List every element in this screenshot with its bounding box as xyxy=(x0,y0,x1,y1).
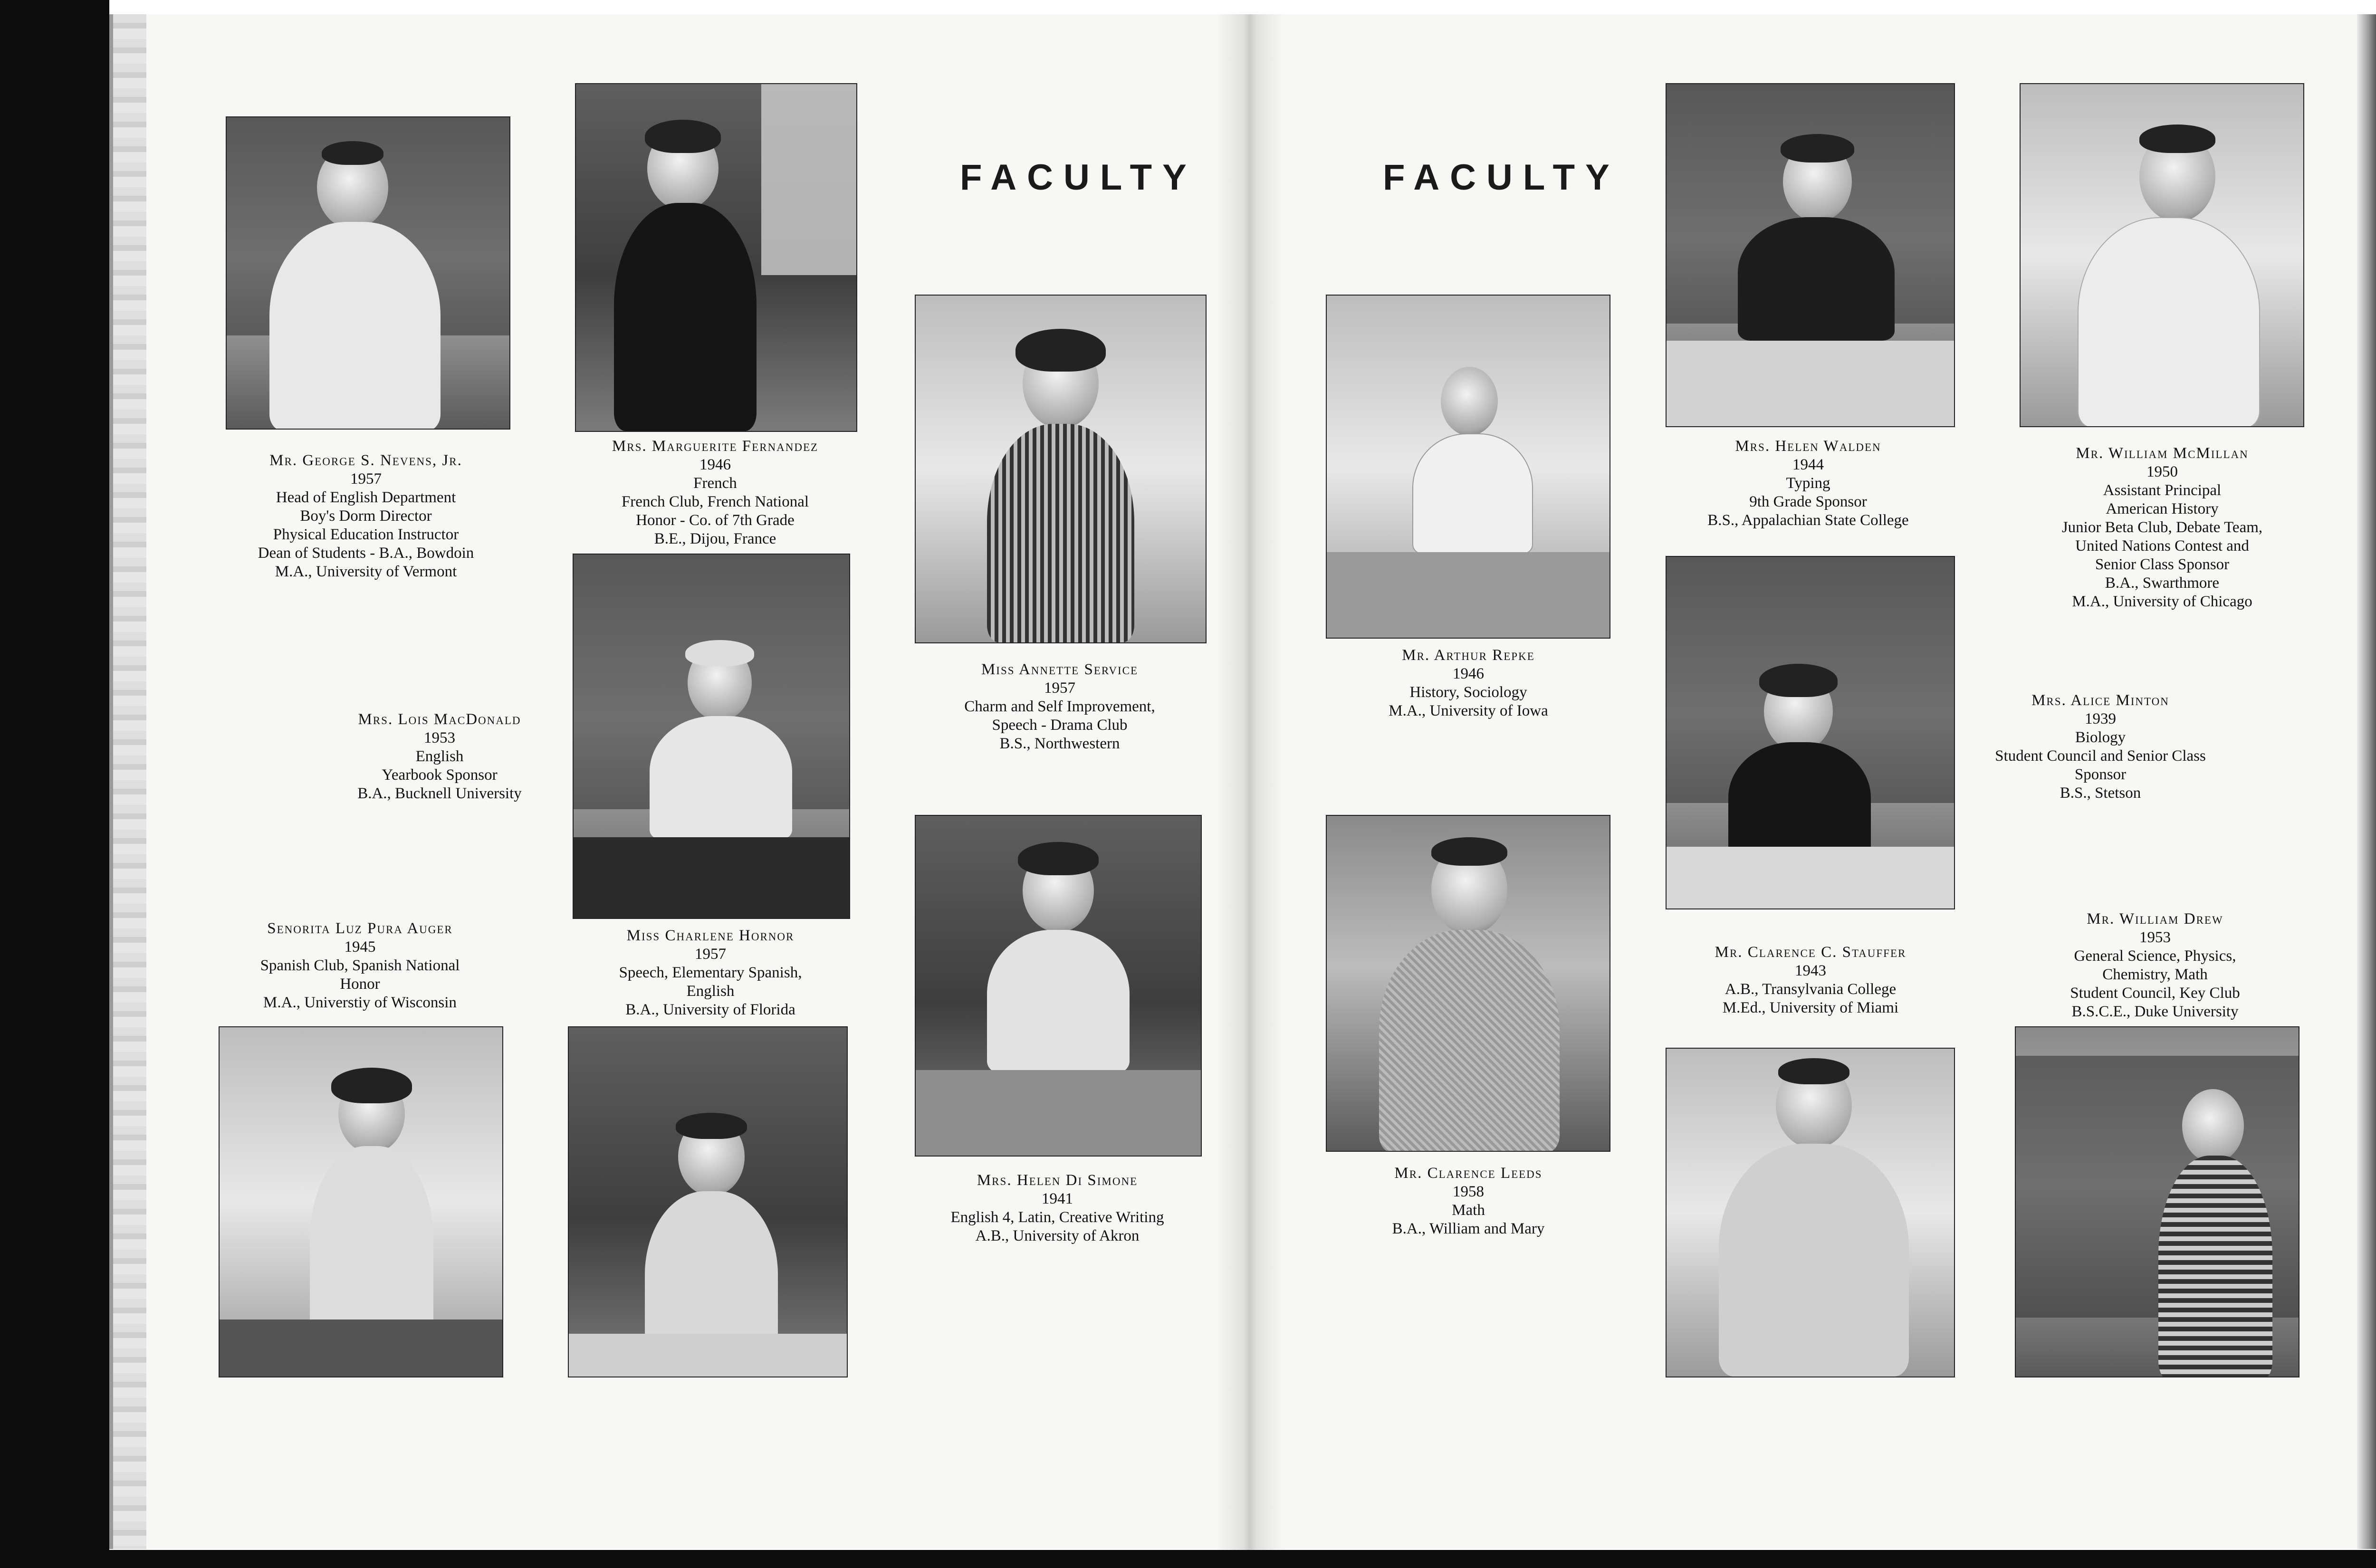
caption-line: B.A., Swarthmore xyxy=(2105,574,2220,592)
caption-line: Typing xyxy=(1786,475,1830,492)
caption-line: English xyxy=(415,748,464,765)
caption-line: Charm and Self Improvement, xyxy=(964,698,1155,715)
caption-line: Chemistry, Math xyxy=(2102,966,2208,983)
caption-line: 1943 xyxy=(1795,962,1826,979)
caption-line: 1939 xyxy=(2085,710,2116,727)
teacher-name: Mrs. Marguerite Fernandez xyxy=(612,438,819,455)
caption-line: B.A., Bucknell University xyxy=(357,785,522,802)
caption-drew xyxy=(2005,910,2305,1021)
caption-line: Biology xyxy=(2075,729,2126,746)
caption-line: B.E., Dijou, France xyxy=(654,530,776,547)
caption-fernandez xyxy=(573,437,858,548)
caption-line: French Club, French National xyxy=(621,493,809,510)
portrait-photo-macdonald xyxy=(573,554,850,919)
caption-line: Speech, Elementary Spanish, xyxy=(619,964,802,981)
caption-line: 1958 xyxy=(1453,1183,1484,1200)
caption-line: 1953 xyxy=(2139,929,2171,946)
caption-line: History, Sociology xyxy=(1409,684,1527,701)
caption-line: Senior Class Sponsor xyxy=(2095,556,2230,573)
book-gutter xyxy=(1217,14,1283,1550)
caption-line: 1941 xyxy=(1042,1190,1073,1207)
teacher-name: Mr. William McMillan xyxy=(2076,445,2249,462)
teacher-name: Mrs. Helen Di Simone xyxy=(977,1172,1138,1189)
page-edge-shadow xyxy=(2357,14,2376,1549)
teacher-name: Mrs. Helen Walden xyxy=(1735,438,1881,455)
left-page-heading: FACULTY xyxy=(960,157,1197,198)
caption-line: A.B., University of Akron xyxy=(975,1227,1140,1244)
teacher-name: Miss Annette Service xyxy=(981,661,1139,678)
portrait-photo-repke xyxy=(1326,295,1610,639)
caption-line: Physical Education Instructor xyxy=(273,526,459,543)
caption-line: B.S., Stetson xyxy=(2060,784,2141,802)
caption-macdonald xyxy=(333,710,546,803)
portrait-photo-di-simone xyxy=(915,815,1202,1157)
caption-line: A.B., Transylvania College xyxy=(1725,981,1897,998)
caption-line: Honor xyxy=(340,975,380,993)
caption-repke xyxy=(1319,646,1618,720)
portrait-photo-hornor xyxy=(568,1026,848,1377)
caption-line: Head of English Department xyxy=(276,489,456,506)
caption-line: Junior Beta Club, Debate Team, xyxy=(2061,519,2263,536)
portrait-photo-mcmillan xyxy=(2020,83,2304,427)
caption-stauffer xyxy=(1654,943,1967,1017)
caption-line: 1957 xyxy=(1044,679,1075,697)
caption-line: 9th Grade Sponsor xyxy=(1749,493,1867,510)
caption-line: M.Ed., University of Miami xyxy=(1722,999,1899,1016)
teacher-name: Senorita Luz Pura Auger xyxy=(267,920,453,937)
caption-line: Honor - Co. of 7th Grade xyxy=(636,512,795,529)
caption-auger xyxy=(219,919,501,1012)
portrait-photo-leeds xyxy=(1326,815,1610,1152)
caption-leeds xyxy=(1319,1164,1618,1238)
caption-line: General Science, Physics, xyxy=(2074,947,2236,965)
caption-line: 1944 xyxy=(1792,456,1824,473)
teacher-name: Mr. Arthur Repke xyxy=(1402,647,1535,664)
teacher-name: Miss Charlene Hornor xyxy=(626,927,795,944)
caption-line: M.A., University of Chicago xyxy=(2072,593,2252,610)
caption-line: English xyxy=(686,983,735,1000)
caption-line: United Nations Contest and xyxy=(2075,537,2249,555)
caption-line: Assistant Principal xyxy=(2103,482,2222,499)
teacher-name: Mr. Clarence C. Stauffer xyxy=(1715,944,1907,961)
caption-line: B.S., Appalachian State College xyxy=(1707,512,1909,529)
caption-line: B.A., University of Florida xyxy=(625,1001,795,1018)
caption-line: Dean of Students - B.A., Bowdoin xyxy=(258,545,474,562)
caption-line: Math xyxy=(1452,1202,1485,1219)
caption-line: English 4, Latin, Creative Writing xyxy=(950,1209,1164,1226)
caption-line: B.A., William and Mary xyxy=(1392,1220,1545,1237)
caption-line: 1953 xyxy=(424,729,455,746)
caption-line: French xyxy=(693,475,737,492)
portrait-photo-walden xyxy=(1666,83,1955,427)
caption-nevens xyxy=(216,451,516,581)
caption-line: 1946 xyxy=(1453,665,1484,682)
caption-line: 1957 xyxy=(350,470,382,488)
caption-line: Spanish Club, Spanish National xyxy=(260,957,460,974)
caption-line: Yearbook Sponsor xyxy=(382,766,498,784)
caption-line: B.S.C.E., Duke University xyxy=(2071,1003,2239,1020)
caption-line: Speech - Drama Club xyxy=(992,717,1128,734)
scan-border-left xyxy=(0,0,109,1568)
caption-mcmillan xyxy=(2005,444,2319,611)
caption-line: 1957 xyxy=(695,946,726,963)
portrait-photo-auger xyxy=(219,1026,503,1377)
caption-line: Student Council, Key Club xyxy=(2070,985,2240,1002)
caption-walden xyxy=(1654,437,1963,530)
scan-border-bottom xyxy=(0,1550,2376,1568)
caption-line: M.A., University of Iowa xyxy=(1389,702,1548,719)
teacher-name: Mr. William Drew xyxy=(2087,910,2223,927)
caption-line: M.A., Universtiy of Wisconsin xyxy=(263,994,457,1011)
caption-line: M.A., University of Vermont xyxy=(275,563,457,580)
portrait-photo-minton xyxy=(1666,556,1955,909)
caption-service xyxy=(910,660,1209,753)
teacher-name: Mr. George S. Nevens, Jr. xyxy=(269,452,462,469)
portrait-photo-drew xyxy=(2015,1026,2299,1377)
right-page-heading: FACULTY xyxy=(1383,157,1620,198)
caption-hornor xyxy=(568,927,853,1019)
caption-di-simone xyxy=(905,1171,1209,1245)
caption-line: 1946 xyxy=(699,456,731,473)
caption-line: 1950 xyxy=(2146,463,2178,480)
caption-line: American History xyxy=(2106,500,2219,517)
teacher-name: Mrs. Alice Minton xyxy=(2031,692,2169,709)
caption-line: Sponsor xyxy=(2074,766,2127,783)
portrait-photo-stauffer xyxy=(1666,1048,1955,1377)
teacher-name: Mr. Clarence Leeds xyxy=(1394,1165,1542,1182)
portrait-photo-nevens xyxy=(226,116,510,430)
portrait-photo-fernandez xyxy=(575,83,857,432)
caption-line: Boy's Dorm Director xyxy=(300,507,432,525)
portrait-photo-service xyxy=(915,295,1207,643)
page-edge-texture xyxy=(113,14,146,1549)
teacher-name: Mrs. Lois MacDonald xyxy=(358,711,521,728)
caption-line: 1945 xyxy=(344,938,376,956)
caption-minton xyxy=(1958,691,2243,803)
caption-line: Student Council and Senior Class xyxy=(1995,747,2206,765)
caption-line: B.S., Northwestern xyxy=(999,735,1120,752)
